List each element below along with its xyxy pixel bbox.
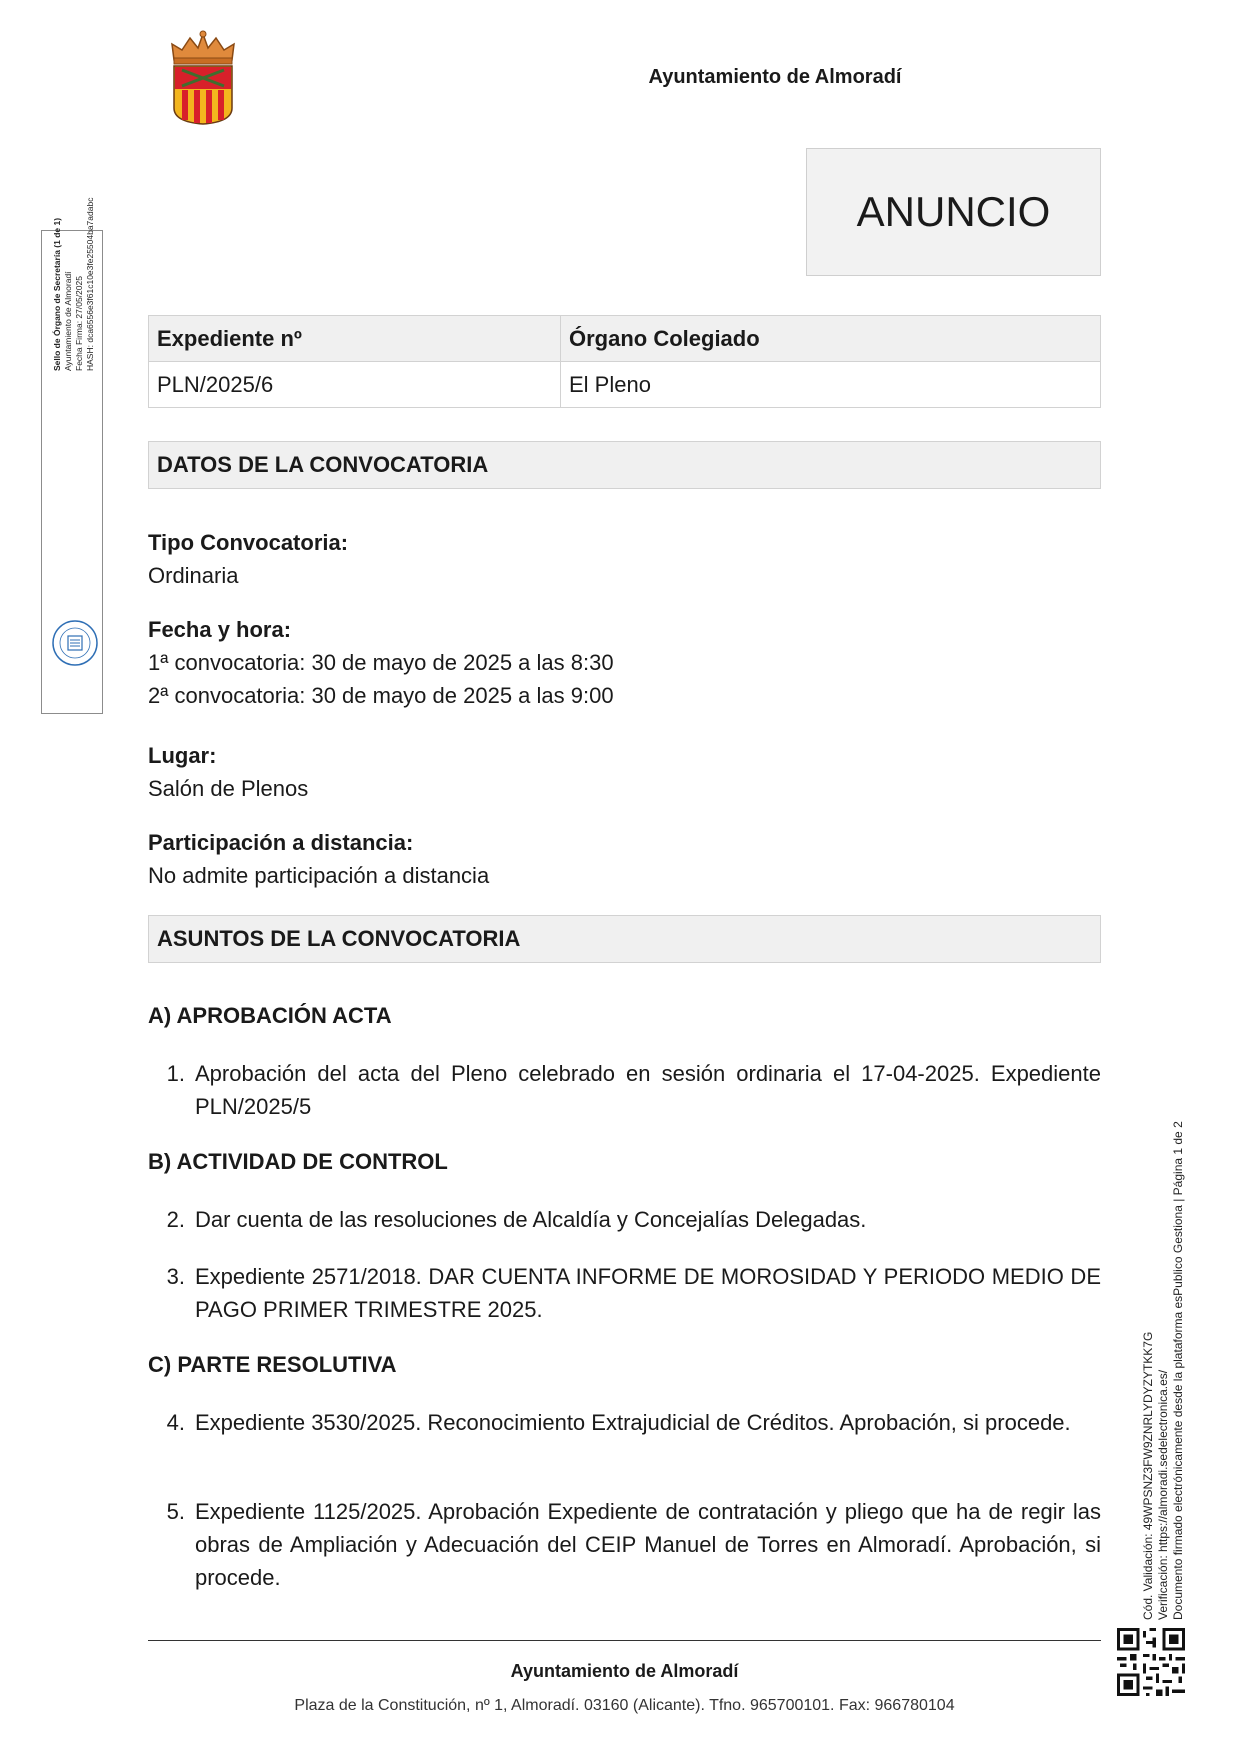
tipo-label: Tipo Convocatoria: (148, 530, 349, 555)
footer-org-name: Ayuntamiento de Almoradí (510, 1661, 739, 1681)
item-text: Aprobación del acta del Pleno celebrado en sesión ordinaria el 17-04-2025. Expediente PLN/2025/5 (195, 1061, 1101, 1119)
table-header-row (149, 316, 1101, 362)
stamp-text (52, 198, 96, 371)
section-c-heading: C) PARTE RESOLUTIVA (148, 1352, 397, 1377)
section-b-heading: B) ACTIVIDAD DE CONTROL (148, 1149, 448, 1174)
lugar-value: Salón de Plenos (148, 776, 309, 801)
item-number: 3. (166, 1264, 185, 1289)
item-number: 5. (166, 1499, 185, 1524)
verification-code: Cód. Validación: 49WPSNZ3FW9ZNRLYDYZYTKK7G (1141, 1331, 1155, 1620)
fecha-field (148, 613, 614, 712)
document-type-box (806, 148, 1101, 276)
header-org-name: Ayuntamiento de Almoradí (648, 66, 902, 88)
table-row (149, 362, 1101, 408)
participacion-label: Participación a distancia: (148, 830, 414, 855)
stamp-hash: HASH: dca6556e3f61c10e3fe25504ba7adabc (85, 197, 95, 371)
stamp-org: Ayuntamiento de Almoradí (63, 271, 73, 371)
municipal-crest-logo (168, 30, 238, 126)
asuntos-section-heading: ASUNTOS DE LA CONVOCATORIA (148, 915, 1101, 963)
lugar-field (148, 739, 308, 805)
document-type-label: ANUNCIO (856, 188, 1051, 235)
fecha-label: Fecha y hora: (148, 617, 292, 642)
signature-stamp (41, 197, 103, 714)
tipo-value: Ordinaria (148, 563, 239, 588)
participacion-value: No admite participación a distancia (148, 863, 490, 888)
item-text: Expediente 1125/2025. Aprobación Expediente de contratación y pliego que ha de regir las obras de Ampliación y Adecuación del CEIP Manuel de Torres en Almoradí. Aprobación, si procede. (195, 1499, 1101, 1590)
footer-address: Plaza de la Constitución, nº 1, Almoradí. 03160 (Alicante). Tfno. 965700101. Fax: 966780104 (294, 1697, 955, 1714)
item-number: 4. (166, 1410, 185, 1435)
organo-header: Órgano Colegiado (561, 316, 1101, 362)
item-number: 1. (166, 1061, 185, 1086)
item-text: Dar cuenta de las resoluciones de Alcaldía y Concejalías Delegadas. (195, 1207, 867, 1232)
lugar-label: Lugar: (148, 743, 217, 768)
footer-divider (148, 1640, 1101, 1641)
item-text: Expediente 2571/2018. DAR CUENTA INFORME DE MOROSIDAD Y PERIODO MEDIO DE PAGO PRIMER TRIMESTRE 2025. (195, 1264, 1101, 1322)
list-item (148, 1203, 1101, 1236)
expediente-value: PLN/2025/6 (149, 362, 561, 408)
tipo-field (148, 526, 348, 592)
verification-url: Verificación: https://almoradi.sedelectronica.es/ (1156, 1369, 1170, 1620)
participacion-field (148, 826, 489, 892)
verification-note: Documento firmado electrónicamente desde la plataforma esPublico Gestiona | Página 1 de 2 (1171, 1121, 1185, 1620)
item-text: Expediente 3530/2025. Reconocimiento Extrajudicial de Créditos. Aprobación, si procede. (195, 1410, 1071, 1435)
fecha-line-1: 1ª convocatoria: 30 de mayo de 2025 a las 8:30 (148, 650, 614, 675)
datos-section-heading: DATOS DE LA CONVOCATORIA (148, 441, 1101, 489)
list-item (148, 1057, 1101, 1123)
qr-code-icon (1117, 1628, 1185, 1696)
organo-value: El Pleno (561, 362, 1101, 408)
stamp-date: Fecha Firma: 27/05/2025 (74, 276, 84, 371)
official-seal-icon (51, 619, 99, 667)
item-number: 2. (166, 1207, 185, 1232)
verification-text (1141, 1121, 1186, 1620)
expediente-table (148, 315, 1101, 408)
fecha-line-2: 2ª convocatoria: 30 de mayo de 2025 a las 9:00 (148, 683, 614, 708)
list-item (148, 1260, 1101, 1326)
section-a-heading: A) APROBACIÓN ACTA (148, 1003, 392, 1028)
stamp-title: Sello de Órgano de Secretaría (1 de 1) (52, 217, 62, 371)
list-item (148, 1406, 1101, 1439)
list-item (148, 1495, 1101, 1594)
expediente-header: Expediente nº (149, 316, 561, 362)
